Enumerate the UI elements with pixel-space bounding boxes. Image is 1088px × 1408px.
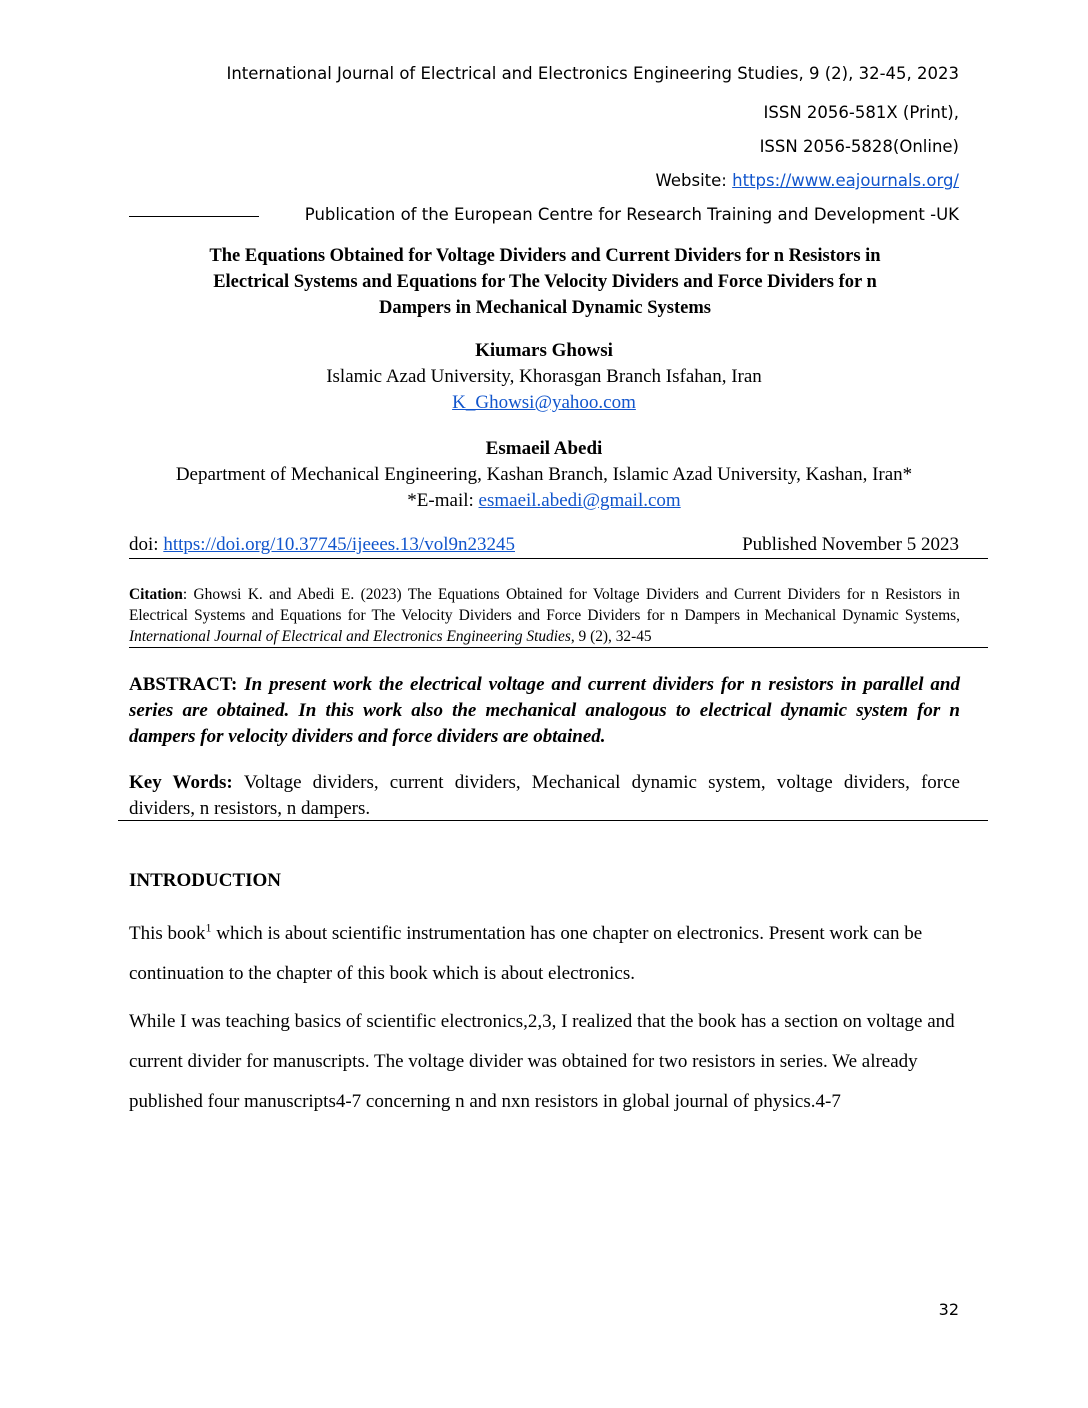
website-label: Website: [655,171,733,190]
author-affiliation: Department of Mechanical Engineering, Kashan Branch, Islamic Azad University, Kashan, Iran* [175,464,913,485]
citation-label: Citation [129,586,183,603]
paper-title [130,243,960,321]
citation-text: : Ghowsi K. and Abedi E. (2023) The Equations Obtained for Voltage Dividers and Current Dividers for n Resistors in Electrical Systems and Equations for The Velocity Dividers and Force Dividers for n Dampers in Mechanical Dynamic Systems, [129,586,960,624]
doi-line [129,534,515,556]
doi-label: doi: [129,534,164,555]
issn-print: ISSN 2056-581X (Print), [763,103,959,122]
header-rule [129,216,259,217]
website-link[interactable]: https://www.eajournals.org/ [732,171,959,190]
title-line: Dampers in Mechanical Dynamic Systems [379,298,711,318]
author-email-link[interactable]: K_Ghowsi@yahoo.com [452,392,636,413]
section-heading: INTRODUCTION [129,870,282,891]
keywords-rule [118,820,988,821]
intro-text: which is about scientific instrumentation has one chapter on electronics. Present work can be continuation to the chapter of this book which is about electronics. [129,923,923,984]
author-email-link[interactable]: esmaeil.abedi@gmail.com [478,490,681,511]
page-number: 32 [938,1300,959,1319]
author-name: Esmaeil Abedi [485,438,603,459]
author-name: Kiumars Ghowsi [475,340,613,361]
citation-rule [129,647,988,648]
intro-paragraph: While I was teaching basics of scientific electronics,2,3, I realized that the book has a section on voltage and current divider for manuscripts. The voltage divider was obtained for two resistors in series. We already published four manuscripts4-7 concerning n and nxn resistors in global journal of physics.4-7 [129,1011,955,1112]
published-date: Published November 5 2023 [742,534,959,555]
intro-text: This book [129,923,206,944]
intro-paragraph [129,914,960,994]
title-line: Electrical Systems and Equations for The Velocity Dividers and Force Dividers for n [213,272,877,292]
abstract-text: In present work the electrical voltage and current dividers for n resistors in parallel and series are obtained. In this work also the mechanical analogous to electrical dynamic system for n dampers for velocity dividers and force dividers are obtained. [129,674,960,747]
author-affiliation: Islamic Azad University, Khorasgan Branch Isfahan, Iran [326,366,762,387]
citation-block [129,584,960,647]
doi-rule [129,558,988,559]
journal-header-line: International Journal of Electrical and Electronics Engineering Studies, 9 (2), 32-45, 2023 [226,64,959,83]
abstract-block [129,672,960,750]
author-block [120,338,968,416]
publisher-line: Publication of the European Centre for Research Training and Development -UK [304,205,959,224]
keywords-block [129,770,960,822]
abstract-label: ABSTRACT: [129,674,245,695]
keywords-label: Key Words: [129,772,244,793]
author-block [120,436,968,514]
keywords-text: Voltage dividers, current dividers, Mechanical dynamic system, voltage dividers, force dividers, n resistors, n dampers. [129,772,960,819]
citation-pages: , 9 (2), 32-45 [570,628,652,645]
title-line: The Equations Obtained for Voltage Dividers and Current Dividers for n Resistors in [209,246,881,266]
footnote-ref: 1 [205,920,212,935]
email-label: *E-mail: [407,490,479,511]
doi-link[interactable]: https://doi.org/10.37745/ijeees.13/vol9n23245 [163,534,515,555]
issn-online: ISSN 2056-5828(Online) [759,137,959,156]
citation-journal: International Journal of Electrical and Electronics Engineering Studies [129,628,571,645]
website-line [656,171,959,190]
